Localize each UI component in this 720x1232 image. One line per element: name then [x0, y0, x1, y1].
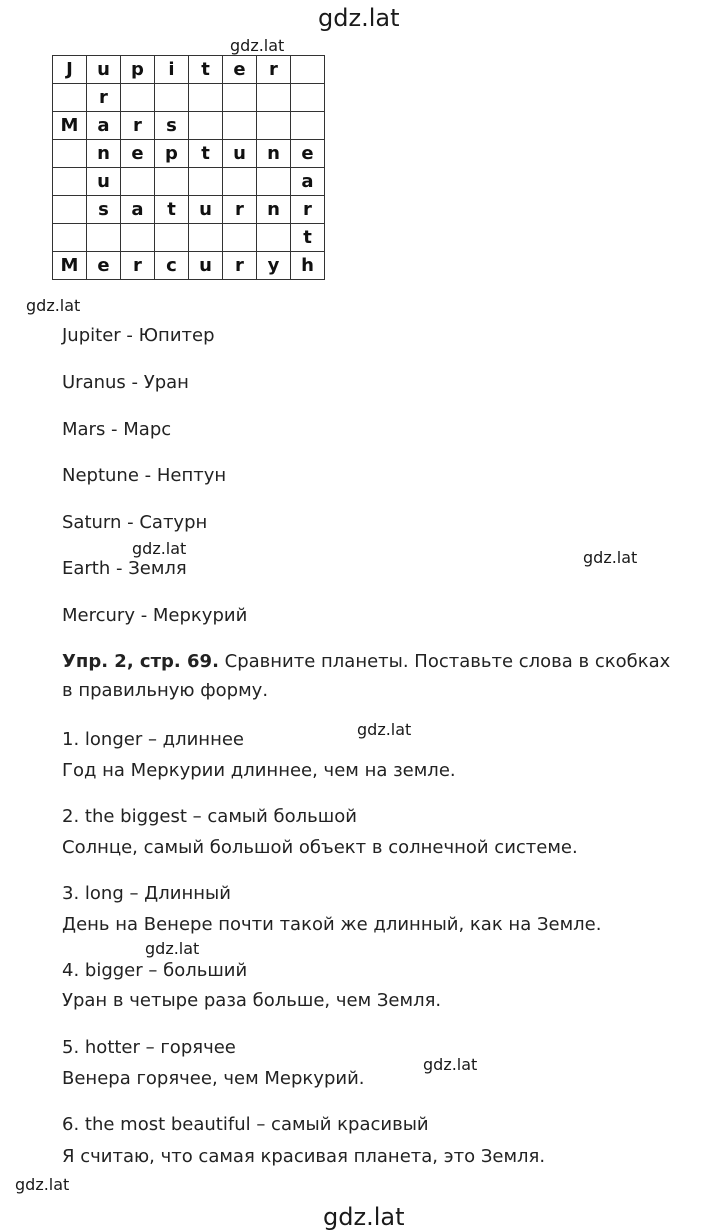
crossword-cell: u	[189, 252, 223, 280]
crossword-cell: s	[87, 196, 121, 224]
crossword-cell: e	[223, 56, 257, 84]
watermark-right: gdz.lat	[423, 1055, 478, 1074]
crossword-cell: u	[223, 140, 257, 168]
crossword-cell	[155, 168, 189, 196]
crossword-cell: r	[223, 196, 257, 224]
crossword-cell	[189, 84, 223, 112]
watermark-top: gdz.lat	[318, 4, 400, 32]
exercise-number: Упр. 2, стр. 69.	[62, 651, 219, 672]
crossword-cell: t	[291, 224, 325, 252]
crossword-row	[53, 112, 325, 140]
crossword-cell	[53, 196, 87, 224]
crossword-cell: r	[257, 56, 291, 84]
crossword-row	[53, 196, 325, 224]
sentence-line: Я считаю, что самая красивая планета, это Земля.	[62, 1146, 546, 1167]
crossword-row	[53, 252, 325, 280]
crossword-cell	[121, 84, 155, 112]
sentence-line: День на Венере почти такой же длинный, как на Земле.	[62, 914, 602, 935]
crossword-cell: c	[155, 252, 189, 280]
watermark-left: gdz.lat	[26, 296, 81, 315]
crossword-cell: t	[189, 140, 223, 168]
answer-line: 2. the biggest – самый большой	[62, 806, 357, 827]
crossword-cell	[257, 168, 291, 196]
translation-line: Neptune - Нептун	[62, 465, 227, 486]
crossword-cell: r	[291, 196, 325, 224]
crossword-grid	[52, 55, 325, 280]
exercise-heading	[62, 647, 682, 705]
answer-line: 4. bigger – больший	[62, 960, 248, 981]
exercise-instruction: Сравните планеты. Поставьте слова в скобках в правильную форму.	[62, 651, 671, 701]
crossword-cell: e	[87, 252, 121, 280]
watermark-mid: gdz.lat	[132, 539, 187, 558]
crossword-cell: a	[121, 196, 155, 224]
crossword-cell	[53, 224, 87, 252]
crossword-cell	[121, 224, 155, 252]
crossword-cell: i	[155, 56, 189, 84]
answer-line: 3. long – Длинный	[62, 883, 231, 904]
crossword-cell	[223, 84, 257, 112]
crossword-cell	[189, 112, 223, 140]
crossword-cell	[257, 84, 291, 112]
crossword-cell: J	[53, 56, 87, 84]
crossword-cell: n	[257, 140, 291, 168]
answer-line: 1. longer – длиннее	[62, 729, 244, 750]
crossword-cell: M	[53, 112, 87, 140]
watermark-mid: gdz.lat	[357, 720, 412, 739]
crossword-row	[53, 224, 325, 252]
crossword-cell	[291, 84, 325, 112]
crossword-row	[53, 84, 325, 112]
translation-line: Mars - Марс	[62, 419, 172, 440]
crossword-cell	[87, 224, 121, 252]
crossword-cell	[155, 84, 189, 112]
translation-line: Saturn - Сатурн	[62, 512, 208, 533]
crossword-cell	[189, 168, 223, 196]
crossword-cell	[223, 224, 257, 252]
crossword-cell: r	[121, 252, 155, 280]
crossword-cell: s	[155, 112, 189, 140]
crossword-cell	[257, 112, 291, 140]
crossword-cell: u	[87, 56, 121, 84]
translation-line: Earth - Земля	[62, 558, 187, 579]
watermark-bottom-left: gdz.lat	[15, 1175, 70, 1194]
watermark-right: gdz.lat	[583, 548, 638, 567]
watermark-bottom: gdz.lat	[323, 1203, 405, 1231]
crossword-row	[53, 140, 325, 168]
sentence-line: Венера горячее, чем Меркурий.	[62, 1068, 365, 1089]
crossword-cell	[53, 168, 87, 196]
crossword-cell	[291, 112, 325, 140]
sentence-line: Уран в четыре раза больше, чем Земля.	[62, 990, 442, 1011]
answer-line: 5. hotter – горячее	[62, 1037, 236, 1058]
crossword-cell: t	[189, 56, 223, 84]
answer-line: 6. the most beautiful – самый красивый	[62, 1114, 429, 1135]
crossword-cell: r	[223, 252, 257, 280]
crossword-cell	[53, 84, 87, 112]
crossword-cell	[121, 168, 155, 196]
crossword-cell	[189, 224, 223, 252]
crossword-cell: u	[189, 196, 223, 224]
crossword-cell	[223, 168, 257, 196]
crossword-cell: a	[87, 112, 121, 140]
crossword-cell	[223, 112, 257, 140]
crossword-cell: y	[257, 252, 291, 280]
crossword-cell: e	[121, 140, 155, 168]
translation-line: Mercury - Меркурий	[62, 605, 248, 626]
translation-line: Uranus - Уран	[62, 372, 189, 393]
crossword-cell: r	[87, 84, 121, 112]
crossword-cell: u	[87, 168, 121, 196]
crossword-cell: n	[87, 140, 121, 168]
crossword-cell: p	[155, 140, 189, 168]
crossword-cell	[257, 224, 291, 252]
crossword-cell	[291, 56, 325, 84]
crossword-cell: a	[291, 168, 325, 196]
watermark-mid: gdz.lat	[145, 939, 200, 958]
crossword-cell: h	[291, 252, 325, 280]
crossword-cell: p	[121, 56, 155, 84]
crossword-cell: t	[155, 196, 189, 224]
crossword-cell: r	[121, 112, 155, 140]
crossword-cell: M	[53, 252, 87, 280]
translation-line: Jupiter - Юпитер	[62, 325, 215, 346]
sentence-line: Год на Меркурии длиннее, чем на земле.	[62, 760, 456, 781]
crossword-row	[53, 168, 325, 196]
crossword-cell: e	[291, 140, 325, 168]
crossword-cell: n	[257, 196, 291, 224]
crossword-cell	[155, 224, 189, 252]
sentence-line: Солнце, самый большой объект в солнечной системе.	[62, 837, 578, 858]
watermark-grid: gdz.lat	[230, 36, 285, 55]
crossword-cell	[53, 140, 87, 168]
crossword-row	[53, 56, 325, 84]
